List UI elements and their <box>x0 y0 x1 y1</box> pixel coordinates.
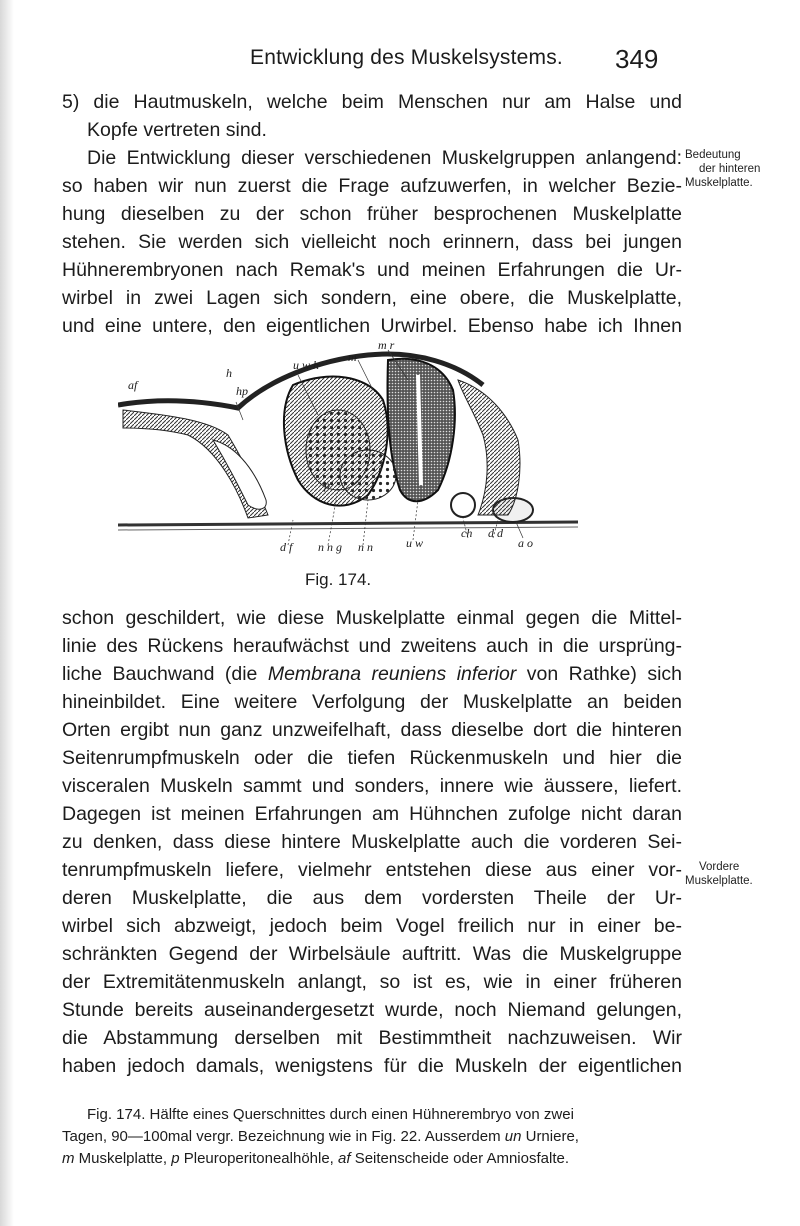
embryo-illustration <box>118 340 578 565</box>
body-line: deren Muskelplatte, die aus dem vordersten Theile der Ur- <box>62 887 682 909</box>
figure-label: af <box>128 378 138 392</box>
figure-caption-line: Fig. 174. Hälfte eines Querschnittes durch einen Hühnerembryo von zwei <box>87 1106 574 1123</box>
body-line: linie des Rückens heraufwächst und zweitens auch in die ursprüng- <box>62 635 682 657</box>
body-line: Dagegen ist meinen Erfahrungen am Hühnchen zufolge nicht daran <box>62 803 682 825</box>
body-line: tenrumpfmuskeln liefere, vielmehr entstehen diese aus einer vor- <box>62 859 682 881</box>
figure-label: n n <box>358 540 373 554</box>
figure-caption-line: Tagen, 90—100mal vergr. Bezeichnung wie in Fig. 22. Ausserdem un Urniere, <box>62 1128 579 1145</box>
figure-label: a o <box>518 536 533 550</box>
body-line: wirbel in zwei Lagen sich sondern, eine obere, die Muskelplatte, <box>62 287 682 309</box>
body-line: so haben wir nun zuerst die Frage aufzuwerfen, in welcher Bezie- <box>62 175 682 197</box>
figure-label: h <box>226 366 232 380</box>
body-line: hung dieselben zu der schon früher besprochenen Muskelplatte <box>62 203 682 225</box>
body-line: die Abstammung derselben mit Bestimmtheit nachzuweisen. Wir <box>62 1027 682 1049</box>
body-line: Seitenrumpfmuskeln oder die tiefen Rückenmuskeln und hier die <box>62 747 682 769</box>
body-line: Stunde bereits auseinandergesetzt wurde, noch Niemand gelungen, <box>62 999 682 1021</box>
margin-note-line: Bedeutung <box>685 149 741 161</box>
margin-note-line: Muskelplatte. <box>685 177 753 189</box>
body-line: 5) die Hautmuskeln, welche beim Menschen nur am Halse und <box>62 91 682 113</box>
margin-note-bedeutung <box>685 148 795 190</box>
embryo-cross-section-figure <box>118 340 578 565</box>
body-line: hineinbildet. Eine weitere Verfolgung der Muskelplatte an beiden <box>62 691 682 713</box>
body-line: stehen. Sie werden sich vielleicht noch erinnern, dass bei jungen <box>62 231 682 253</box>
body-line: und eine untere, den eigentlichen Urwirbel. Ebenso habe ich Ihnen <box>62 315 682 337</box>
body-line: haben jedoch damals, wenigstens für die Muskeln der eigentlichen <box>62 1055 682 1077</box>
figure-label: u w h <box>293 358 320 372</box>
figure-label: d d <box>488 526 503 540</box>
figure-label: ch <box>461 526 473 540</box>
figure-caption-line: m Muskelplatte, p Pleuroperitonealhöhle, af Seitenscheide oder Amniosfalte. <box>62 1150 569 1167</box>
page-number: 349 <box>615 44 659 74</box>
figure-label: u w <box>406 536 424 550</box>
body-line: visceralen Muskeln sammt und sonders, innere wie äussere, liefert. <box>62 775 682 797</box>
figure-label: n n g <box>318 540 342 554</box>
margin-note-line: der hinteren <box>699 163 761 175</box>
figure-caption-title: Fig. 174. <box>305 570 372 589</box>
body-line: Kopfe vertreten sind. <box>87 119 267 141</box>
figure-label: p <box>324 478 330 492</box>
body-line: der Extremitätenmuskeln anlangt, so ist es, wie in einer früheren <box>62 971 682 993</box>
figure-label: d f <box>280 540 293 554</box>
margin-note-line: Muskelplatte. <box>685 875 753 887</box>
running-header-title: Entwicklung des Muskelsystems. <box>250 46 563 69</box>
figure-label: m <box>348 350 357 364</box>
figure-label: hp <box>236 384 248 398</box>
body-line: liche Bauchwand (die Membrana reuniens inferior von Rathke) sich <box>62 663 682 685</box>
margin-note-line: Vordere <box>699 861 740 873</box>
body-line: Die Entwicklung dieser verschiedenen Muskelgruppen anlangend: <box>87 147 682 169</box>
body-line: zu denken, dass diese hintere Muskelplatte auch die vorderen Sei- <box>62 831 682 853</box>
body-line: schon geschildert, wie diese Muskelplatte einmal gegen die Mittel- <box>62 607 682 629</box>
body-line: wirbel sich abzweigt, jedoch beim Vogel freilich nur in einer be- <box>62 915 682 937</box>
body-line: Hühnerembryonen nach Remak's und meinen Erfahrungen die Ur- <box>62 259 682 281</box>
margin-note-vordere <box>685 860 795 888</box>
figure-label: m r <box>378 338 395 352</box>
body-line: Orten ergibt nun ganz unzweifelhaft, dass dieselbe dort die hinteren <box>62 719 682 741</box>
body-line: schränkten Gegend der Wirbelsäule auftritt. Was die Muskelgruppe <box>62 943 682 965</box>
spine-shadow <box>0 0 14 1226</box>
